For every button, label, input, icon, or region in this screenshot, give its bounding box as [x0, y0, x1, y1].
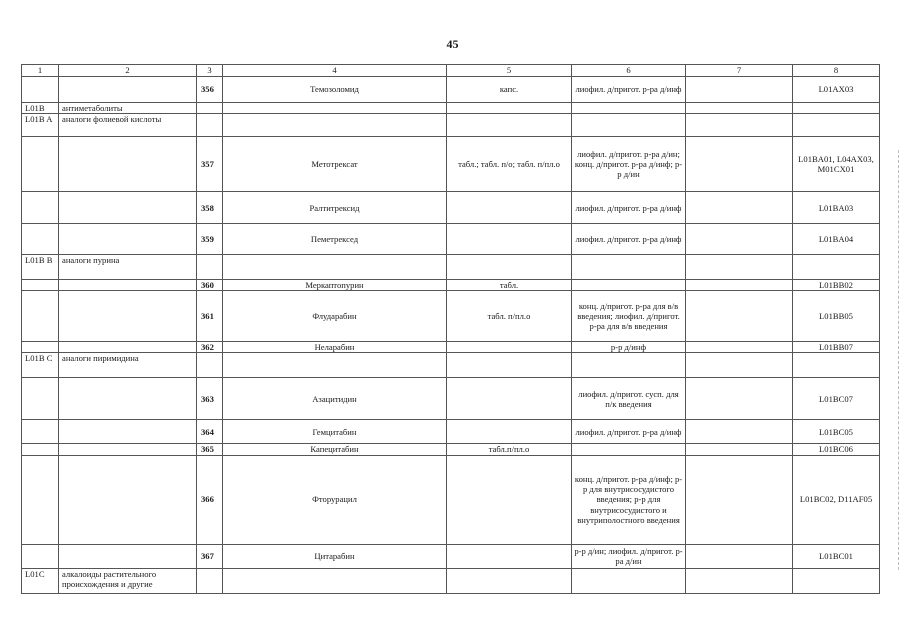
- group-name: [59, 544, 197, 568]
- row-number: 366: [197, 455, 223, 544]
- page-number: 45: [446, 37, 459, 51]
- atc-group-code: [22, 224, 59, 255]
- atc-code: L01BA01, L04AX03, M01CX01: [793, 137, 880, 192]
- drug-name: Пеметрексед: [223, 224, 447, 255]
- row-number: 360: [197, 280, 223, 291]
- table-row: [22, 192, 880, 224]
- atc-group-code: [22, 544, 59, 568]
- atc-code: L01BA04: [793, 224, 880, 255]
- atc-group-code: L01C: [22, 568, 59, 593]
- table-row: [22, 291, 880, 342]
- dosage-form-injectable: р-р д/инф: [572, 342, 686, 353]
- row-number: 359: [197, 224, 223, 255]
- dosage-form: [447, 378, 572, 420]
- atc-group-code: [22, 137, 59, 192]
- atc-group-code: L01B: [22, 103, 59, 114]
- table-row: [22, 353, 880, 378]
- group-name: [59, 444, 197, 455]
- atc-code: [793, 103, 880, 114]
- column-7-cell: [686, 568, 793, 593]
- dosage-form: [447, 420, 572, 444]
- group-name: [59, 280, 197, 291]
- atc-group-code: [22, 455, 59, 544]
- dosage-form-injectable: [572, 280, 686, 291]
- drug-name: Неларабин: [223, 342, 447, 353]
- column-7-cell: [686, 291, 793, 342]
- dosage-form-injectable: лиофил. д/пригот. р-ра д/инф: [572, 224, 686, 255]
- drug-name: Ралтитрексид: [223, 192, 447, 224]
- column-7-cell: [686, 137, 793, 192]
- drug-name: Гемцитабин: [223, 420, 447, 444]
- drug-name: [223, 103, 447, 114]
- dosage-form: [447, 255, 572, 280]
- column-header: 2: [59, 65, 197, 77]
- group-name: алкалоиды растительного происхождения и другие: [59, 568, 197, 593]
- row-number: 363: [197, 378, 223, 420]
- dosage-form: [447, 224, 572, 255]
- column-header: 7: [686, 65, 793, 77]
- dosage-form: [447, 455, 572, 544]
- row-number: 358: [197, 192, 223, 224]
- column-header: 5: [447, 65, 572, 77]
- scan-edge-divider: [898, 150, 899, 570]
- table-row: [22, 224, 880, 255]
- row-number: [197, 353, 223, 378]
- column-7-cell: [686, 544, 793, 568]
- row-number: 367: [197, 544, 223, 568]
- group-name: [59, 378, 197, 420]
- dosage-form-injectable: [572, 114, 686, 137]
- atc-group-code: [22, 444, 59, 455]
- atc-code: L01BC02, D11AF05: [793, 455, 880, 544]
- atc-group-code: [22, 192, 59, 224]
- drug-name: [223, 353, 447, 378]
- dosage-form: капс.: [447, 77, 572, 103]
- row-number: [197, 568, 223, 593]
- group-name: антиметаболиты: [59, 103, 197, 114]
- column-7-cell: [686, 353, 793, 378]
- row-number: 364: [197, 420, 223, 444]
- row-number: [197, 103, 223, 114]
- dosage-form-injectable: лиофил. д/пригот. р-ра д/инф: [572, 192, 686, 224]
- group-name: [59, 455, 197, 544]
- row-number: 361: [197, 291, 223, 342]
- group-name: аналоги фолиевой кислоты: [59, 114, 197, 137]
- column-7-cell: [686, 444, 793, 455]
- dosage-form: табл.; табл. п/о; табл. п/пл.о: [447, 137, 572, 192]
- atc-code: L01BC05: [793, 420, 880, 444]
- column-7-cell: [686, 192, 793, 224]
- drug-name: Цитарабин: [223, 544, 447, 568]
- group-name: [59, 192, 197, 224]
- drug-name: Темозоломид: [223, 77, 447, 103]
- column-header: 3: [197, 65, 223, 77]
- table-row: [22, 378, 880, 420]
- drug-name: Меркаптопурин: [223, 280, 447, 291]
- column-7-cell: [686, 342, 793, 353]
- atc-group-code: [22, 280, 59, 291]
- row-number: 362: [197, 342, 223, 353]
- atc-code: L01AX03: [793, 77, 880, 103]
- column-7-cell: [686, 103, 793, 114]
- table-row: [22, 137, 880, 192]
- dosage-form: [447, 103, 572, 114]
- drug-name: [223, 255, 447, 280]
- column-7-cell: [686, 114, 793, 137]
- drug-name: Фторурацил: [223, 455, 447, 544]
- table-row: [22, 77, 880, 103]
- dosage-form: [447, 192, 572, 224]
- dosage-form: табл.: [447, 280, 572, 291]
- table-row: [22, 568, 880, 593]
- table-row: [22, 544, 880, 568]
- atc-code: L01BC07: [793, 378, 880, 420]
- table-row: [22, 103, 880, 114]
- column-7-cell: [686, 280, 793, 291]
- drug-name: Азацитидин: [223, 378, 447, 420]
- dosage-form-injectable: [572, 103, 686, 114]
- atc-group-code: [22, 291, 59, 342]
- atc-code: L01BC06: [793, 444, 880, 455]
- group-name: [59, 342, 197, 353]
- atc-group-code: L01B C: [22, 353, 59, 378]
- atc-group-code: [22, 378, 59, 420]
- atc-group-code: L01B A: [22, 114, 59, 137]
- table-row: [22, 114, 880, 137]
- group-name: [59, 137, 197, 192]
- dosage-form-injectable: лиофил. д/пригот. р-ра д/ин; конц. д/пригот. р-ра д/инф; р-р д/ин: [572, 137, 686, 192]
- dosage-form-injectable: [572, 255, 686, 280]
- column-header: 4: [223, 65, 447, 77]
- row-number: 365: [197, 444, 223, 455]
- table-row: [22, 420, 880, 444]
- column-7-cell: [686, 255, 793, 280]
- group-name: [59, 420, 197, 444]
- dosage-form-injectable: лиофил. д/пригот. р-ра д/инф: [572, 420, 686, 444]
- column-header: 1: [22, 65, 59, 77]
- column-header: 8: [793, 65, 880, 77]
- column-header: 6: [572, 65, 686, 77]
- drug-name: Метотрексат: [223, 137, 447, 192]
- dosage-form: [447, 114, 572, 137]
- table-row: [22, 444, 880, 455]
- dosage-form-injectable: [572, 568, 686, 593]
- row-number: 356: [197, 77, 223, 103]
- row-number: [197, 255, 223, 280]
- group-name: аналоги пиримидина: [59, 353, 197, 378]
- atc-group-code: L01B B: [22, 255, 59, 280]
- dosage-form-injectable: лиофил. д/пригот. сусп. для п/к введения: [572, 378, 686, 420]
- dosage-form: [447, 544, 572, 568]
- dosage-form: табл. п/пл.о: [447, 291, 572, 342]
- atc-code: L01BB07: [793, 342, 880, 353]
- column-7-cell: [686, 455, 793, 544]
- dosage-form: табл.п/пл.о: [447, 444, 572, 455]
- dosage-form: [447, 353, 572, 378]
- atc-code: [793, 353, 880, 378]
- dosage-form: [447, 342, 572, 353]
- atc-group-code: [22, 420, 59, 444]
- dosage-form-injectable: конц. д/пригот. р-ра для в/в введения; лиофил. д/пригот. р-ра для в/в введения: [572, 291, 686, 342]
- column-7-cell: [686, 77, 793, 103]
- atc-code: L01BC01: [793, 544, 880, 568]
- atc-code: [793, 114, 880, 137]
- dosage-form-injectable: лиофил. д/пригот. р-ра д/инф: [572, 77, 686, 103]
- group-name: [59, 77, 197, 103]
- dosage-form: [447, 568, 572, 593]
- dosage-form-injectable: [572, 353, 686, 378]
- table-row: [22, 280, 880, 291]
- drug-table: [21, 64, 880, 594]
- column-7-cell: [686, 378, 793, 420]
- group-name: [59, 291, 197, 342]
- column-7-cell: [686, 224, 793, 255]
- column-numbers-row: [22, 65, 880, 77]
- dosage-form-injectable: р-р д/ин; лиофил. д/пригот. р-ра д/ин: [572, 544, 686, 568]
- drug-name: [223, 114, 447, 137]
- table-row: [22, 455, 880, 544]
- row-number: [197, 114, 223, 137]
- atc-group-code: [22, 342, 59, 353]
- atc-code: [793, 255, 880, 280]
- group-name: [59, 224, 197, 255]
- drug-name: Капецитабин: [223, 444, 447, 455]
- drug-name: [223, 568, 447, 593]
- dosage-form-injectable: конц. д/пригот. р-ра д/инф; р-р для внутрисосудистого введения; р-р для внутрисосудистого и внутриполостного введения: [572, 455, 686, 544]
- atc-code: L01BB02: [793, 280, 880, 291]
- column-7-cell: [686, 420, 793, 444]
- table-row: [22, 255, 880, 280]
- row-number: 357: [197, 137, 223, 192]
- drug-name: Флударабин: [223, 291, 447, 342]
- atc-code: L01BB05: [793, 291, 880, 342]
- table-row: [22, 342, 880, 353]
- atc-group-code: [22, 77, 59, 103]
- dosage-form-injectable: [572, 444, 686, 455]
- atc-code: L01BA03: [793, 192, 880, 224]
- group-name: аналоги пурина: [59, 255, 197, 280]
- atc-code: [793, 568, 880, 593]
